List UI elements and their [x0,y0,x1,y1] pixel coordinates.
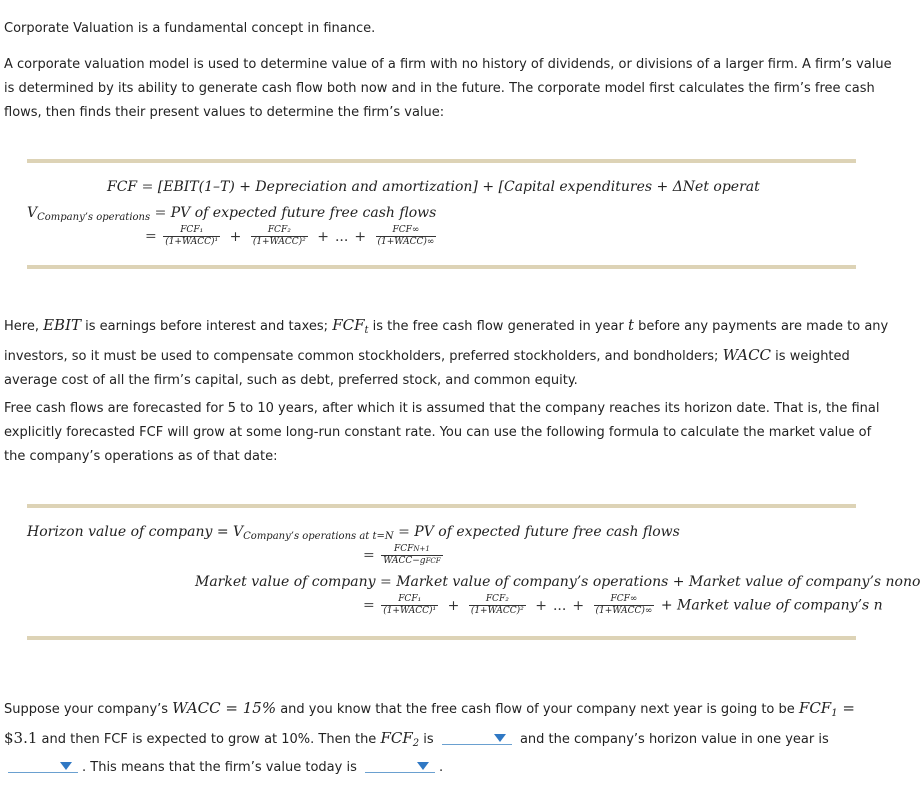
discount-sum-row: = $\frac{\text{FCF₁}}{\text{(1+WACC)¹}}$ + $\frac{\text{FCF₂}}{\text{(1+WACC)²}}$ + ... + $\frac{\text{FCF∞}}{\text{(1+WACC)∞}}$ [145,225,435,247]
fcf1-symbol: FCF [798,699,832,717]
mv-lhs: Market value of company [195,574,376,590]
chevron-down-icon [494,734,506,742]
value-equation-row: $V_{Company’s operations}$ = PV of expected future free cash flows [27,205,437,223]
t-symbol: t [627,316,635,334]
market-sum-row: = $\frac{\text{FCF₁}}{\text{(1+WACC)¹}}$ + $\frac{\text{FCF₂}}{\text{(1+WACC)²}}$ + ... + $\frac{\text{FCF∞}}{\text{(1+WACC)∞}}$ + Market value of company’s n [363,594,883,616]
valuation-paragraph: A corporate valuation model is used to determine value of a firm with no history of dividends, or divisions of a larger firm. A firm’s value is determined by its ability to generate cash flow both now and in the future. The corporate model first calculates the firm’s free cash flows, then finds their present values to determine the firm’s value: [4,57,892,120]
v-lhs: V [27,205,38,221]
market-value-row: Market value of company = Market value of company’s operations + Market value of company’s nono [195,574,920,590]
v-rhs: PV of expected future free cash flows [170,205,437,221]
horizon-fraction: $\frac{\text{FCFN+1}}{\text{WACC−gFCF}}$ [383,544,441,566]
fcf-rhs: [EBIT(1–T) + Depreciation and amortization] + [Capital expenditures + ΔNet operat [157,179,760,195]
wacc-value: WACC = 15% [172,699,277,717]
chevron-down-icon [417,762,429,770]
horizon-fraction-row: = $\frac{\text{FCFN+1}}{\text{WACC−gFCF}}$ [363,544,441,566]
definitions-paragraph: Here, EBIT is earnings before interest and taxes; $FCF_t$ is the free cash flow generated in year t before any payments are made to any investors, so it must be used to compensate common stockholders, preferred stockholders, and bondholders; WACC is weighted average cost of all the firm’s capital, such as debt, preferred stock, and common equity. [4,316,889,388]
fraction-term-2: $\frac{\text{FCF₂}}{\text{(1+WACC)²}}$ [252,225,306,247]
fraction-term-inf: $\frac{\text{FCF∞}}{\text{(1+WACC)∞}}$ [377,225,435,247]
intro-text: Corporate Valuation is a fundamental concept in finance. [4,21,376,36]
horizon-value-dropdown[interactable] [8,758,78,773]
fcf-equation-row: FCF = [EBIT(1–T) + Depreciation and amortization] + [Capital expenditures + ΔNet operat [107,179,760,195]
mv-rhs: Market value of company’s operations + Market value of company’s nono [396,574,920,590]
mv-tail: + Market value of company’s n [660,597,883,614]
hv-lhs-subscript: Company’s operations at t=N [243,531,394,542]
fraction-term-1: $\frac{\text{FCF₁}}{\text{(1+WACC)¹}}$ [165,225,219,247]
hv-rhs: PV of expected future free cash flows [414,524,680,540]
fcf2-dropdown[interactable] [442,730,512,745]
valuation-equation-box [27,159,856,269]
fcf1-value: = $3.1 [4,699,855,747]
fcf2-symbol: FCF [380,729,413,747]
horizon-equation-box [27,504,920,640]
hv-lhs: Horizon value of company = V [27,524,244,540]
wacc-symbol: WACC [722,346,772,364]
firm-value-dropdown[interactable] [365,758,435,773]
question-paragraph: Suppose your company’s WACC = 15% and you know that the free cash flow of your company next year is going to be $FCF_1$ = $3.1 and then FCF is expected to grow at 10%. Then the $FCF_2$ is and the company’s horizon value in one year is . This means that the firm’s value today is . [4,699,855,775]
horizon-value-row: Horizon value of company = $V_{Company’s operations at t=N}$ = PV of expected future free cash flows [27,524,680,542]
mv-fraction-term-inf: $\frac{\text{FCF∞}}{\text{(1+WACC)∞}}$ [595,594,653,616]
v-lhs-subscript: Company’s operations [37,212,151,223]
fcf-lhs: FCF [107,179,138,195]
forecast-paragraph: Free cash flows are forecasted for 5 to 10 years, after which it is assumed that the company reaches its horizon date. That is, the final explicitly forecasted FCF will grow at some long-run constant rate. You can use the following formula to calculate the market value of the company’s operations as of that date: [4,401,880,464]
ebit-symbol: EBIT [43,316,82,334]
fcf-t-symbol: FCF [332,316,365,334]
mv-fraction-term-1: $\frac{\text{FCF₁}}{\text{(1+WACC)¹}}$ [383,594,437,616]
chevron-down-icon [60,762,72,770]
mv-fraction-term-2: $\frac{\text{FCF₂}}{\text{(1+WACC)²}}$ [470,594,524,616]
